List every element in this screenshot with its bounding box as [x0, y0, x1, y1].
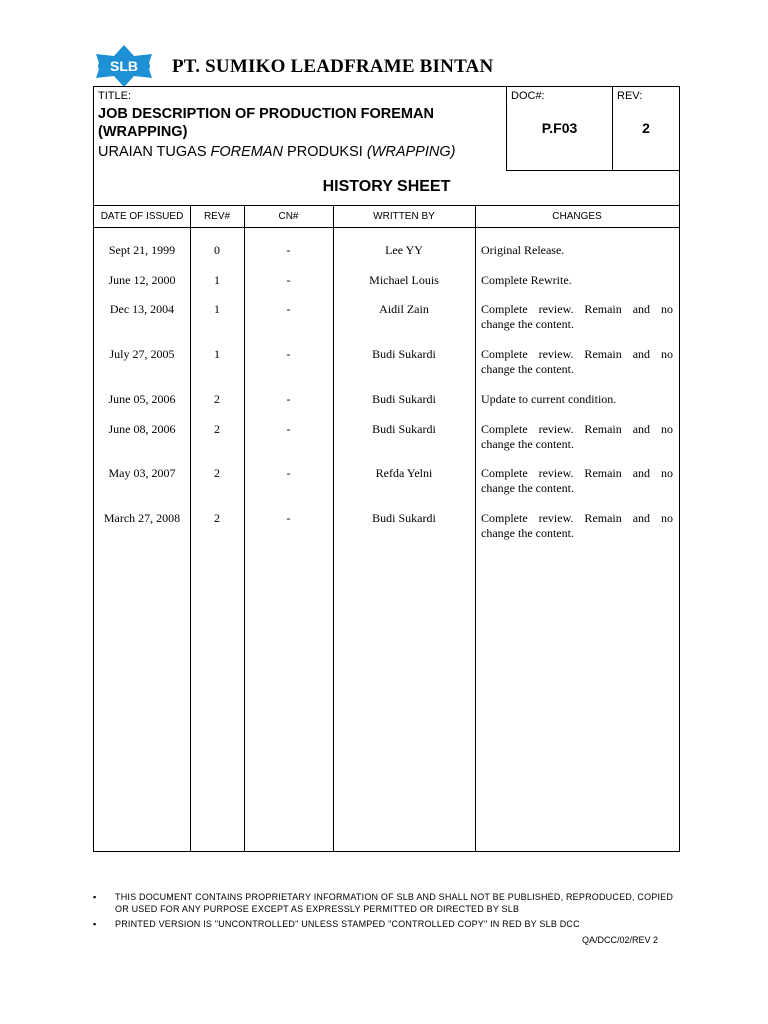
revision-number: 2 — [642, 120, 650, 136]
proprietary-note — [93, 891, 683, 915]
cell-cn: - — [286, 466, 291, 480]
revision-box — [612, 87, 679, 171]
cell-rev: 2 — [214, 466, 220, 480]
cell-rev: 2 — [214, 392, 220, 406]
cell-rev: 0 — [214, 243, 220, 257]
column-header-rev: REV# — [203, 211, 231, 222]
cell-date: Dec 13, 2004 — [109, 302, 175, 316]
title-section — [94, 87, 506, 171]
title-label: TITLE: — [98, 90, 132, 102]
title-id-part-1: URAIAN TUGAS — [98, 144, 211, 160]
cell-date: June 05, 2006 — [108, 392, 176, 406]
cell-cn: - — [286, 302, 291, 316]
history-table — [93, 205, 680, 852]
title-id-part-2: FOREMAN — [210, 144, 284, 160]
cell-written-by: Aidil Zain — [379, 302, 429, 316]
cell-cn: - — [286, 243, 291, 257]
cell-written-by: Budi Sukardi — [372, 347, 436, 361]
cell-changes: Complete review. Remain and no change the content. — [481, 347, 673, 376]
column-header-changes: CHANGES — [552, 211, 602, 222]
cell-written-by: Lee YY — [385, 243, 423, 257]
column-header-cn: CN# — [278, 211, 299, 222]
cell-date: July 27, 2005 — [109, 347, 175, 361]
cell-date: June 12, 2000 — [108, 273, 176, 287]
cell-changes: Original Release. — [481, 243, 565, 257]
bullet-icon: ▪ — [93, 919, 97, 929]
uncontrolled-note-text: PRINTED VERSION IS "UNCONTROLLED" UNLESS STAMPED "CONTROLLED COPY" IN RED BY SLB DCC — [115, 919, 580, 929]
cell-changes: Complete Rewrite. — [481, 273, 572, 287]
uncontrolled-note — [93, 918, 683, 930]
cell-cn: - — [286, 422, 291, 436]
document-title-english: JOB DESCRIPTION OF PRODUCTION FOREMAN (WRAPPING) — [98, 106, 434, 140]
cell-date: May 03, 2007 — [108, 466, 176, 480]
cell-rev: 1 — [214, 273, 220, 287]
form-reference: QA/DCC/02/REV 2 — [581, 935, 658, 945]
cell-changes: Update to current condition. — [481, 392, 617, 406]
cell-written-by: Budi Sukardi — [372, 392, 436, 406]
title-id-part-3: PRODUKSI — [283, 144, 367, 160]
cell-rev: 1 — [214, 302, 220, 316]
title-block — [93, 86, 680, 206]
proprietary-note-text: THIS DOCUMENT CONTAINS PROPRIETARY INFORMATION OF SLB AND SHALL NOT BE PUBLISHED, REPRODUCED, COPIED OR USED FOR ANY PURPOSE EXCEPT AS EXPRESSLY PERMITTED OR DIRECTED BY SLB — [115, 892, 674, 914]
footer-notes — [93, 891, 683, 933]
company-name: PT. SUMIKO LEADFRAME BINTAN — [172, 56, 494, 77]
history-sheet-title: HISTORY SHEET — [322, 178, 451, 195]
column-header-date: DATE OF ISSUED — [100, 211, 184, 222]
column-header-written-by: WRITTEN BY — [373, 211, 435, 222]
cell-cn: - — [286, 511, 291, 525]
document-title-indonesian — [98, 144, 455, 160]
doc-label: DOC#: — [511, 90, 545, 102]
cell-cn: - — [286, 347, 291, 361]
title-id-part-4: (WRAPPING) — [366, 144, 456, 160]
doc-number-box — [506, 87, 612, 171]
cell-written-by: Michael Louis — [369, 273, 439, 287]
cell-date: Sept 21, 1999 — [108, 243, 176, 257]
cell-written-by: Refda Yelni — [375, 466, 433, 480]
cell-cn: - — [286, 273, 291, 287]
cell-changes: Complete review. Remain and no change the content. — [481, 466, 673, 495]
cell-rev: 2 — [214, 511, 220, 525]
cell-changes: Complete review. Remain and no change the content. — [481, 422, 673, 451]
rev-label: REV: — [617, 90, 643, 102]
cell-cn: - — [286, 392, 291, 406]
cell-rev: 1 — [214, 347, 220, 361]
cell-written-by: Budi Sukardi — [372, 511, 436, 525]
cell-date: March 27, 2008 — [103, 511, 181, 525]
cell-changes: Complete review. Remain and no change the content. — [481, 511, 673, 540]
doc-number: P.F03 — [541, 120, 578, 136]
cell-changes: Complete review. Remain and no change the content. — [481, 302, 673, 331]
header-divider — [94, 227, 679, 228]
bullet-icon: ▪ — [93, 892, 97, 902]
cell-date: June 08, 2006 — [108, 422, 176, 436]
cell-rev: 2 — [214, 422, 220, 436]
column-divider — [475, 206, 476, 851]
slb-logo — [86, 44, 162, 88]
logo-text: SLB — [110, 58, 138, 74]
cell-written-by: Budi Sukardi — [372, 422, 436, 436]
